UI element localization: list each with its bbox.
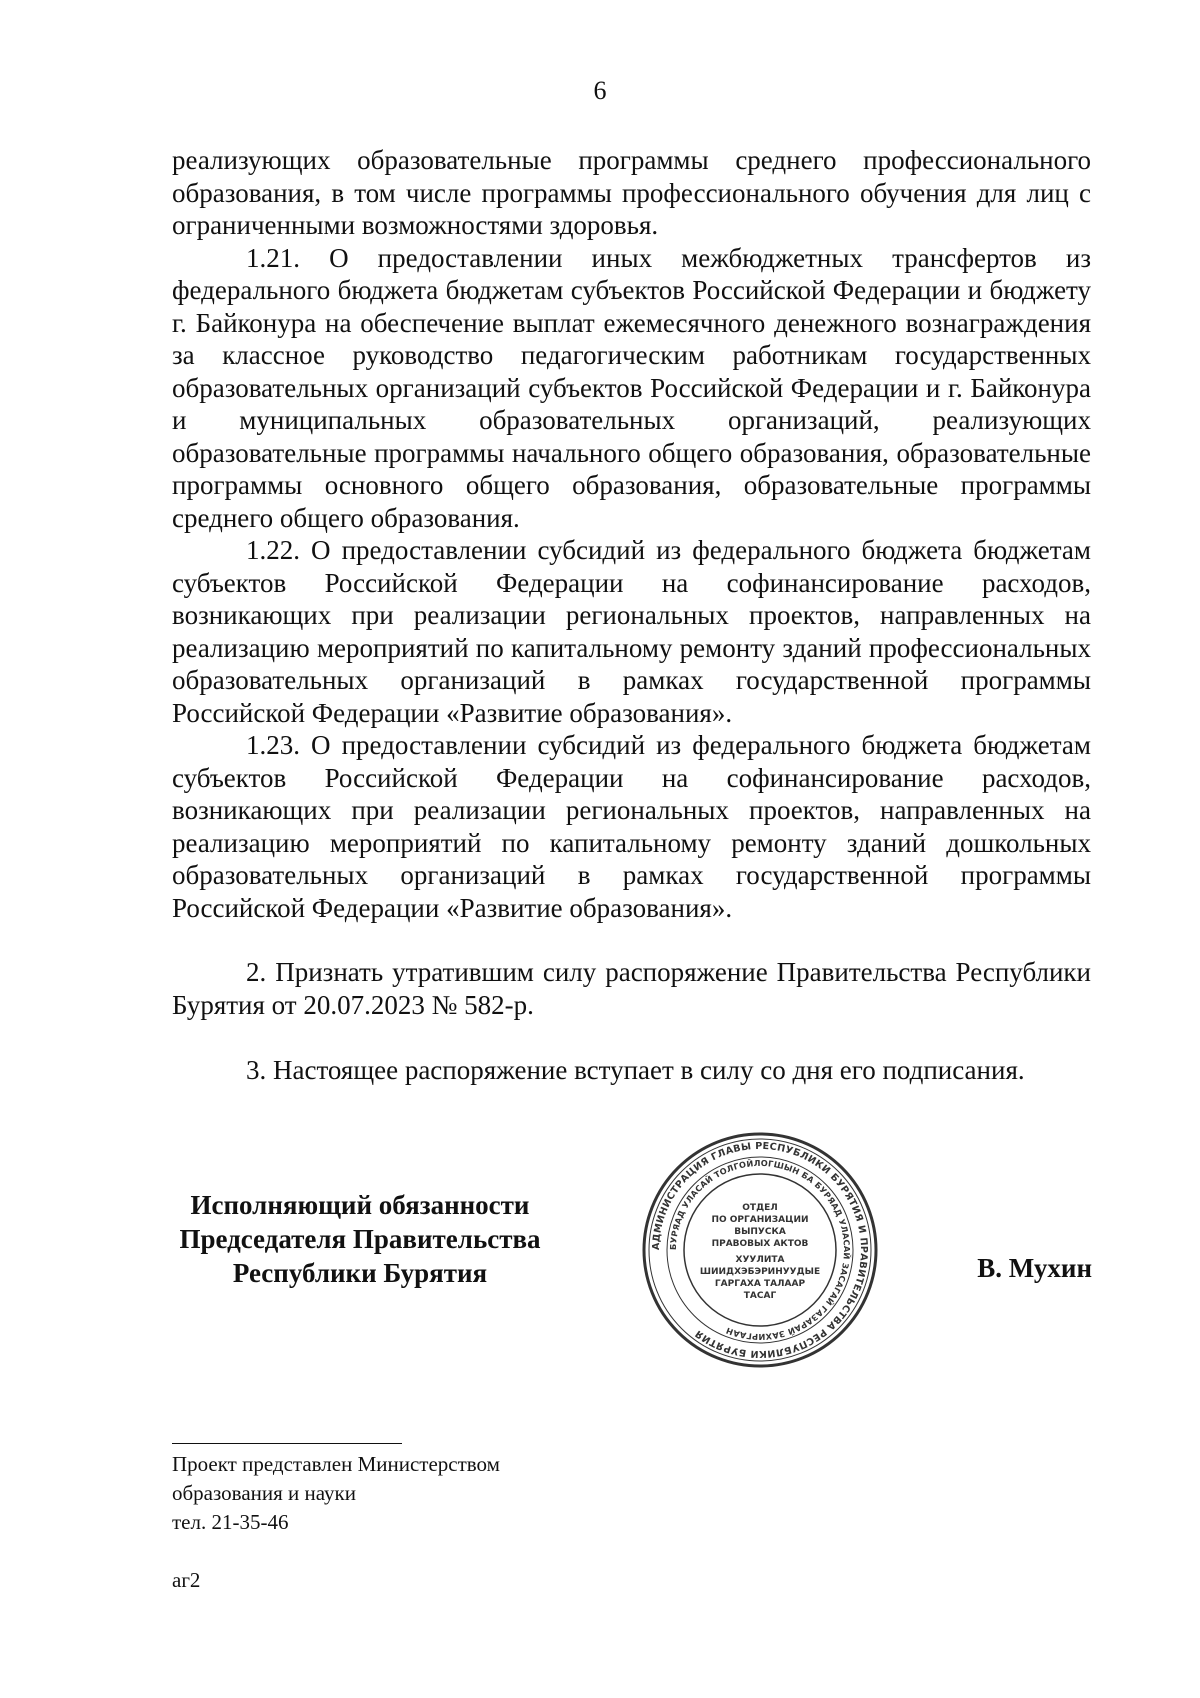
document-code: аг2: [172, 1568, 201, 1592]
official-seal: [640, 1130, 880, 1370]
paragraph-1-22: 1.22. О предоставлении субсидий из федерального бюджета бюджетам субъектов Российской Федерации на софинансирование расходов, возникающих при реализации региональных проектов, направленных на реализацию мероприятий по капитальному ремонту зданий профессиональных образовательных организаций в рамках государственной программы Российской Федерации «Развитие образования».: [172, 535, 1091, 728]
paragraph-3: 3. Настоящее распоряжение вступает в силу со дня его подписания.: [246, 1055, 1025, 1085]
page-number: 6: [593, 76, 607, 105]
footnote-line-1: Проект представлен Министерством: [172, 1452, 500, 1476]
seal-inner-text: БУРЯАД УЛАСАЙ ТОЛГОЙЛОГШЫН БА БУРЯАД УЛАСАЙ ЗАСАГАЙ ГАЗАРАЙ ЗАХИРГААН: [667, 1157, 853, 1343]
paragraph-1-21: 1.21. О предоставлении иных межбюджетных трансфертов из федерального бюджета бюджетам субъектов Российской Федерации и бюджету г. Байконура на обеспечение выплат ежемесячного денежного вознаграждения за классное руководство педагогическим работникам государственных образовательных организаций субъектов Российской Федерации и г. Байконура и муниципальных образовательных организаций, реализующих образовательные программы начального общего образования, образовательные программы основного общего образования, образовательные программы среднего общего образования.: [172, 242, 1091, 533]
seal-center-line: ТАСАГ: [743, 1291, 777, 1301]
signatory-title: [160, 1188, 560, 1290]
paragraph-2: 2. Признать утратившим силу распоряжение Правительства Республики Бурятия от 20.07.2023 № 582-р.: [172, 957, 1091, 1020]
seal-center-line: ГАРГАХА ТАЛААР: [714, 1279, 806, 1289]
signer-name: В. Мухин: [977, 1253, 1092, 1283]
footnote-line-2: образования и науки: [172, 1481, 356, 1505]
seal-center-line: ПО ОРГАНИЗАЦИИ: [711, 1215, 809, 1225]
seal-center-line: ОТДЕЛ: [742, 1203, 778, 1213]
seal-outer-text: АДМИНИСТРАЦИЯ ГЛАВЫ РЕСПУБЛИКИ БУРЯТИЯ И ПРАВИТЕЛЬСТВА РЕСПУБЛИКИ БУРЯТИЯ: [650, 1140, 870, 1360]
signatory-line-1: Исполняющий обязанности: [190, 1190, 530, 1220]
document-body: [172, 144, 1091, 1087]
svg-text:БУРЯАД УЛАСАЙ ТОЛГОЙЛОГШЫН БА: [668, 1157, 853, 1342]
signatory-line-2: Председателя Правительства: [179, 1224, 541, 1254]
paragraph-1-23: 1.23. О предоставлении субсидий из федерального бюджета бюджетам субъектов Российской Федерации на софинансирование расходов, возникающих при реализации региональных проектов, направленных на реализацию мероприятий по капитальному ремонту зданий дошкольных образовательных организаций в рамках государственной программы Российской Федерации «Развитие образования».: [172, 730, 1091, 923]
footnote-divider: [172, 1443, 402, 1444]
seal-center-line: ПРАВОВЫХ АКТОВ: [711, 1239, 809, 1249]
seal-center-line: ШИИДХЭБЭРИНУУДЫЕ: [699, 1267, 821, 1277]
seal-center-line: ВЫПУСКА: [734, 1227, 786, 1237]
footnote-line-3: тел. 21-35-46: [172, 1510, 289, 1534]
signatory-line-3: Республики Бурятия: [232, 1258, 488, 1288]
seal-center-line: ХУУЛИТА: [735, 1255, 785, 1265]
paragraph-continuation: реализующих образовательные программы среднего профессионального образования, в том числе программы профессионального обучения для лиц с ограниченными возможностями здоровья.: [172, 145, 1091, 240]
footnote: [172, 1450, 672, 1537]
